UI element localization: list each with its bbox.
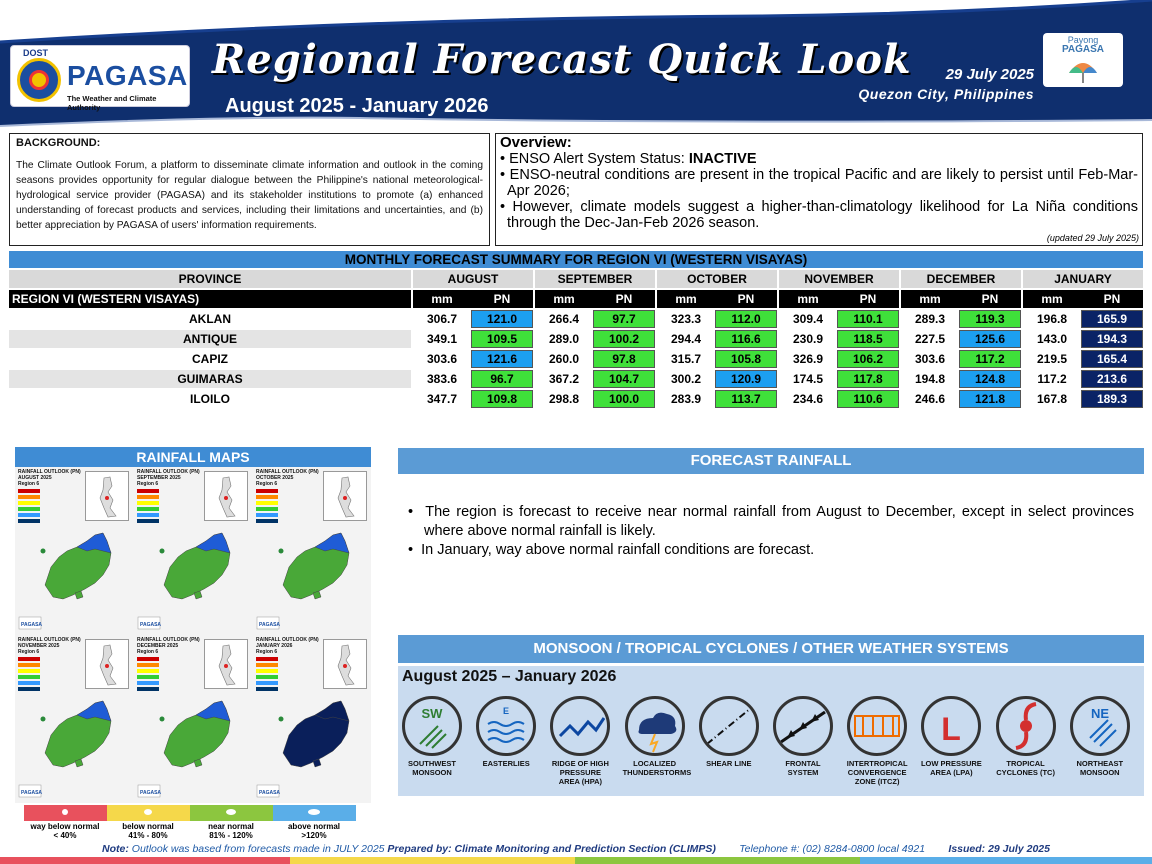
rainfall-mm-cell: 143.0: [1036, 332, 1068, 346]
percent-normal-cell: 165.4: [1081, 350, 1143, 368]
legend-swatch: [190, 805, 273, 821]
map-label: Region 6: [137, 649, 159, 655]
rainfall-map: [134, 467, 252, 635]
rainfall-legend-bar: [24, 805, 357, 821]
unit-mm-header: mm: [535, 290, 593, 308]
percent-normal-cell: 117.8: [837, 370, 899, 388]
month-header: SEPTEMBER: [535, 270, 655, 288]
page-title: Regional Forecast Quick Look: [212, 36, 912, 83]
svg-text:PAGASA: PAGASA: [140, 790, 162, 796]
weather-system-label: INTERTROPICAL CONVERGENCE ZONE (ITCZ): [846, 759, 908, 786]
rainfall-mm-cell: 174.5: [792, 372, 824, 386]
percent-normal-cell: 194.3: [1081, 330, 1143, 348]
month-header: OCTOBER: [657, 270, 777, 288]
weather-system-label: LOW PRESSURE AREA (LPA): [920, 759, 982, 777]
panay-island-map: [253, 635, 371, 803]
percent-normal-cell: 100.2: [593, 330, 655, 348]
rainfall-mm-cell: 167.8: [1036, 392, 1068, 406]
weather-system-item: [771, 696, 835, 777]
rainfall-mm-cell: 294.4: [670, 332, 702, 346]
rainfall-mm-cell: 196.8: [1036, 312, 1068, 326]
easterlies-icon: [476, 696, 536, 756]
legend-label-category: above normal: [287, 822, 340, 831]
overview-item-enso-status: • ENSO Alert System Status: INACTIVE: [500, 151, 757, 167]
rainfall-mm-cell: 230.9: [792, 332, 824, 346]
rainfall-mm-cell: 219.5: [1036, 352, 1068, 366]
rainfall-mm-cell: 303.6: [914, 352, 946, 366]
rainfall-mm-cell: 315.7: [670, 352, 702, 366]
panay-island-map: [15, 635, 133, 803]
rainfall-mm-cell: 309.4: [792, 312, 824, 326]
table-row: [9, 350, 1143, 368]
unit-mm-header: mm: [657, 290, 715, 308]
itcz-icon: [847, 696, 907, 756]
map-label: Region 6: [256, 481, 278, 487]
payong-line1: Payong: [1067, 35, 1099, 45]
footer-prepared-by: Prepared by: Climate Monitoring and Prediction Section (CLIMPS): [387, 843, 716, 855]
map-label: NOVEMBER 2025: [18, 643, 60, 649]
logo-tagline: The Weather and Climate Authority: [67, 94, 157, 112]
map-label: RAINFALL OUTLOOK (PN): [18, 637, 81, 643]
forecast-table-title: MONTHLY FORECAST SUMMARY FOR REGION VI (WESTERN VISAYAS): [9, 251, 1143, 268]
overview-item3-text: However, climate models suggest a higher-than-climatology likelihood for La Niña conditions through the Dec-Jan-Feb 2026 season.: [507, 199, 1138, 231]
weather-system-label: SOUTHWEST MONSOON: [408, 759, 456, 777]
rainfall-mm-cell: 306.7: [426, 312, 458, 326]
ridge-icon: [550, 696, 610, 756]
background-title: BACKGROUND:: [16, 137, 101, 149]
svg-text:SW: SW: [421, 706, 443, 721]
rainfall-mm-cell: 347.7: [426, 392, 458, 406]
background-box: [9, 133, 490, 246]
weather-systems-panel: [398, 666, 1144, 796]
rainfall-mm-cell: 194.8: [914, 372, 946, 386]
percent-normal-cell: 113.7: [715, 390, 777, 408]
rainfall-mm-cell: 246.6: [914, 392, 946, 406]
table-row: [9, 390, 1143, 408]
map-label: RAINFALL OUTLOOK (PN): [18, 469, 81, 475]
percent-normal-cell: 124.8: [959, 370, 1021, 388]
rainfall-mm-cell: 260.0: [548, 352, 580, 366]
map-label: RAINFALL OUTLOOK (PN): [256, 469, 319, 475]
unit-mm-header: mm: [901, 290, 959, 308]
monsoon-section-title: MONSOON / TROPICAL CYCLONES / OTHER WEATHER SYSTEMS: [398, 635, 1144, 663]
percent-normal-cell: 97.7: [593, 310, 655, 328]
svg-text:PAGASA: PAGASA: [21, 790, 43, 796]
weather-system-label: FRONTAL SYSTEM: [785, 759, 821, 777]
logo-name: PAGASA: [67, 60, 188, 91]
panay-island-map: [134, 635, 252, 803]
overview-update-note: (updated 29 July 2025): [1046, 233, 1139, 243]
percent-normal-cell: 117.2: [959, 350, 1021, 368]
weather-system-item: [474, 696, 538, 768]
rainfall-mm-cell: 289.0: [548, 332, 580, 346]
svg-text:PAGASA: PAGASA: [259, 790, 281, 796]
legend-label-range: < 40%: [53, 831, 77, 840]
rainfall-mm-cell: 367.2: [548, 372, 580, 386]
forecast-rainfall-list: [408, 503, 1134, 560]
frontal-system-icon: [773, 696, 833, 756]
issue-place: Quezon City, Philippines: [858, 86, 1034, 102]
southwest-monsoon-icon: [402, 696, 462, 756]
rainfall-mm-cell: 298.8: [548, 392, 580, 406]
svg-text:NE: NE: [1090, 706, 1109, 721]
percent-normal-cell: 104.7: [593, 370, 655, 388]
map-label: DECEMBER 2025: [137, 643, 179, 649]
rainfall-mm-cell: 383.6: [426, 372, 458, 386]
percent-normal-cell: 96.7: [471, 370, 533, 388]
footer: [0, 843, 1152, 857]
province-header: PROVINCE: [9, 270, 411, 288]
percent-normal-cell: 121.0: [471, 310, 533, 328]
legend-label-category: near normal: [208, 822, 254, 831]
unit-pn-header: PN: [1081, 290, 1143, 308]
svg-text:PAGASA: PAGASA: [259, 622, 281, 628]
footer-note-label: Note:: [102, 843, 129, 855]
legend-label-range: 81% - 120%: [209, 831, 253, 840]
overview-item-enso-neutral: • ENSO-neutral conditions are present in the tropical Pacific and are likely to persist until Feb-Mar-Apr 2026;: [500, 167, 1138, 199]
unit-pn-header: PN: [837, 290, 899, 308]
legend-label: [103, 822, 193, 840]
map-label: AUGUST 2025: [18, 475, 52, 481]
percent-normal-cell: 100.0: [593, 390, 655, 408]
panay-island-map: [134, 467, 252, 635]
map-label: RAINFALL OUTLOOK (PN): [256, 637, 319, 643]
percent-normal-cell: 112.0: [715, 310, 777, 328]
enso-status-value: INACTIVE: [688, 151, 757, 167]
overview-item-la-nina: • However, climate models suggest a higher-than-climatology likelihood for La Niña conditions through the Dec-Jan-Feb 2026 season.: [500, 199, 1138, 231]
forecast-rainfall-title: FORECAST RAINFALL: [398, 448, 1144, 474]
weather-system-item: [622, 696, 692, 777]
rainfall-maps-title: RAINFALL MAPS: [15, 447, 371, 467]
issue-date: 29 July 2025: [945, 66, 1034, 83]
rainfall-mm-cell: 227.5: [914, 332, 946, 346]
overview-title: Overview:: [500, 134, 572, 151]
footer-telephone: Telephone #: (02) 8284-0800 local 4921: [739, 843, 926, 855]
rainfall-mm-cell: 326.9: [792, 352, 824, 366]
forecast-rainfall-item-text: The region is forecast to receive near normal rainfall from August to December, except in select provinces where above normal rainfall is likely.: [424, 504, 1134, 539]
month-header: NOVEMBER: [779, 270, 899, 288]
rainfall-mm-cell: 117.2: [1037, 372, 1067, 386]
percent-normal-cell: 121.6: [471, 350, 533, 368]
legend-label-range: >120%: [301, 831, 327, 840]
rainfall-map: [253, 467, 371, 635]
footer-note-text: Outlook was based from forecasts made in JULY 2025: [128, 843, 388, 855]
table-unit-header-row: [9, 290, 1143, 308]
pagasa-seal-icon: [17, 58, 61, 102]
percent-normal-cell: 121.8: [959, 390, 1021, 408]
rainfall-mm-cell: 289.3: [914, 312, 946, 326]
unit-pn-header: PN: [959, 290, 1021, 308]
percent-normal-cell: 125.6: [959, 330, 1021, 348]
weather-system-label: EASTERLIES: [482, 759, 530, 768]
umbrella-icon: [1043, 33, 1123, 87]
map-label: JANUARY 2026: [256, 643, 293, 649]
region-label: REGION VI (WESTERN VISAYAS): [9, 290, 411, 308]
percent-normal-cell: 110.1: [837, 310, 899, 328]
legend-label-category: way below normal: [30, 822, 100, 831]
legend-swatch: [273, 805, 356, 821]
page-subtitle: August 2025 - January 2026: [225, 95, 489, 117]
rainfall-map: [15, 635, 133, 803]
pagasa-logo: [10, 45, 190, 112]
forecast-rainfall-item-text: In January, way above normal rainfall conditions are forecast.: [421, 542, 815, 558]
legend-label-range: 41% - 80%: [128, 831, 168, 840]
percent-normal-cell: 189.3: [1081, 390, 1143, 408]
rainfall-mm-cell: 283.9: [670, 392, 702, 406]
svg-text:E: E: [503, 706, 510, 716]
unit-pn-header: PN: [471, 290, 533, 308]
rainfall-mm-cell: 349.1: [426, 332, 458, 346]
percent-normal-cell: 109.8: [471, 390, 533, 408]
table-month-header-row: [9, 270, 1143, 288]
unit-mm-header: mm: [413, 290, 471, 308]
percent-normal-cell: 118.5: [837, 330, 899, 348]
province-name: ILOILO: [190, 392, 230, 406]
tropical-cyclone-icon: [996, 696, 1056, 756]
weather-systems-period: August 2025 – January 2026: [402, 668, 617, 685]
province-name: AKLAN: [189, 312, 231, 326]
low-pressure-icon: [921, 696, 981, 756]
percent-normal-cell: 119.3: [959, 310, 1021, 328]
legend-swatch: [107, 805, 190, 821]
rainfall-map: [253, 635, 371, 803]
month-header: AUGUST: [413, 270, 533, 288]
header: [0, 0, 1152, 130]
rainfall-mm-cell: 234.6: [792, 392, 824, 406]
map-label: Region 6: [18, 649, 40, 655]
map-label: Region 6: [256, 649, 278, 655]
percent-normal-cell: 213.6: [1081, 370, 1143, 388]
percent-normal-cell: 109.5: [471, 330, 533, 348]
weather-system-label: RIDGE OF HIGH PRESSURE AREA (HPA): [551, 759, 609, 786]
percent-normal-cell: 116.6: [715, 330, 777, 348]
northeast-monsoon-icon: [1070, 696, 1130, 756]
forecast-rainfall-item: • In January, way above normal rainfall conditions are forecast.: [408, 542, 815, 558]
rainfall-mm-cell: 323.3: [670, 312, 702, 326]
footer-color-strip: [0, 857, 1152, 864]
svg-text:PAGASA: PAGASA: [140, 622, 162, 628]
legend-label: [186, 822, 276, 840]
weather-system-label: SHEAR LINE: [706, 759, 752, 768]
footer-issued: Issued: 29 July 2025: [948, 843, 1050, 855]
weather-system-item: [919, 696, 983, 777]
table-row: [9, 370, 1143, 388]
map-label: RAINFALL OUTLOOK (PN): [137, 637, 200, 643]
percent-normal-cell: 165.9: [1081, 310, 1143, 328]
weather-system-label: TROPICAL CYCLONES (TC): [996, 759, 1055, 777]
month-header: DECEMBER: [901, 270, 1021, 288]
weather-system-item: [400, 696, 464, 777]
panay-island-map: [15, 467, 133, 635]
percent-normal-cell: 106.2: [837, 350, 899, 368]
weather-system-label: NORTHEAST MONSOON: [1076, 759, 1124, 777]
overview-item2-text: ENSO-neutral conditions are present in the tropical Pacific and are likely to persist until Feb-Mar-Apr 2026;: [507, 167, 1138, 199]
map-label: Region 6: [18, 481, 40, 487]
forecast-rainfall-item: • The region is forecast to receive near normal rainfall from August to December, except in select provinces where above normal rainfall is likely.: [408, 504, 1134, 539]
legend-swatch: [24, 805, 107, 821]
rainfall-map: [15, 467, 133, 635]
background-text: The Climate Outlook Forum, a platform to disseminate climate information and outlook in the coming seasons provides opportunity for regular dialogue between the Philippine's national meteorological-hydrological service provider (PAGASA) and its stakeholder institutions to promote (a) enhanced understanding of forecast products and services, including their limitations and uncertainties, and (b) better appreciation by PAGASA of users' information requirements.: [16, 160, 483, 231]
weather-system-item: [845, 696, 909, 786]
legend-label-category: below normal: [122, 822, 174, 831]
weather-system-label: LOCALIZED THUNDERSTORMS: [622, 759, 692, 777]
map-label: SEPTEMBER 2025: [137, 475, 181, 481]
overview-box: [495, 133, 1143, 246]
legend-label: [269, 822, 359, 840]
province-name: CAPIZ: [192, 352, 228, 366]
rainfall-map: [134, 635, 252, 803]
table-row: [9, 310, 1143, 328]
thunderstorm-icon: [625, 696, 685, 756]
province-name: ANTIQUE: [9, 330, 411, 348]
map-label: Region 6: [137, 481, 159, 487]
percent-normal-cell: 110.6: [837, 390, 899, 408]
unit-pn-header: PN: [715, 290, 777, 308]
svg-text:L: L: [941, 711, 962, 747]
shear-line-icon: [699, 696, 759, 756]
map-label: OCTOBER 2025: [256, 475, 294, 481]
weather-system-item: [1068, 696, 1132, 777]
table-row: [9, 330, 1143, 348]
unit-mm-header: mm: [779, 290, 837, 308]
rainfall-mm-cell: 300.2: [670, 372, 702, 386]
percent-normal-cell: 97.8: [593, 350, 655, 368]
rainfall-maps-grid: [15, 467, 371, 803]
percent-normal-cell: 120.9: [715, 370, 777, 388]
province-name: GUIMARAS: [9, 370, 411, 388]
unit-mm-header: mm: [1023, 290, 1081, 308]
unit-pn-header: PN: [593, 290, 655, 308]
weather-system-item: [994, 696, 1058, 777]
svg-text:PAGASA: PAGASA: [21, 622, 43, 628]
weather-system-item: [548, 696, 612, 786]
payong-line2: PAGASA: [1061, 44, 1105, 55]
map-label: RAINFALL OUTLOOK (PN): [137, 469, 200, 475]
rainfall-mm-cell: 266.4: [548, 312, 580, 326]
legend-label: [20, 822, 110, 840]
forecast-table: [9, 268, 1143, 410]
enso-status-label: ENSO Alert System Status:: [509, 151, 689, 167]
rainfall-mm-cell: 303.6: [426, 352, 458, 366]
month-header: JANUARY: [1023, 270, 1143, 288]
panay-island-map: [253, 467, 371, 635]
payong-pagasa-logo: [1043, 33, 1123, 87]
weather-system-item: [697, 696, 761, 768]
logo-agency: DOST: [23, 48, 49, 58]
percent-normal-cell: 105.8: [715, 350, 777, 368]
